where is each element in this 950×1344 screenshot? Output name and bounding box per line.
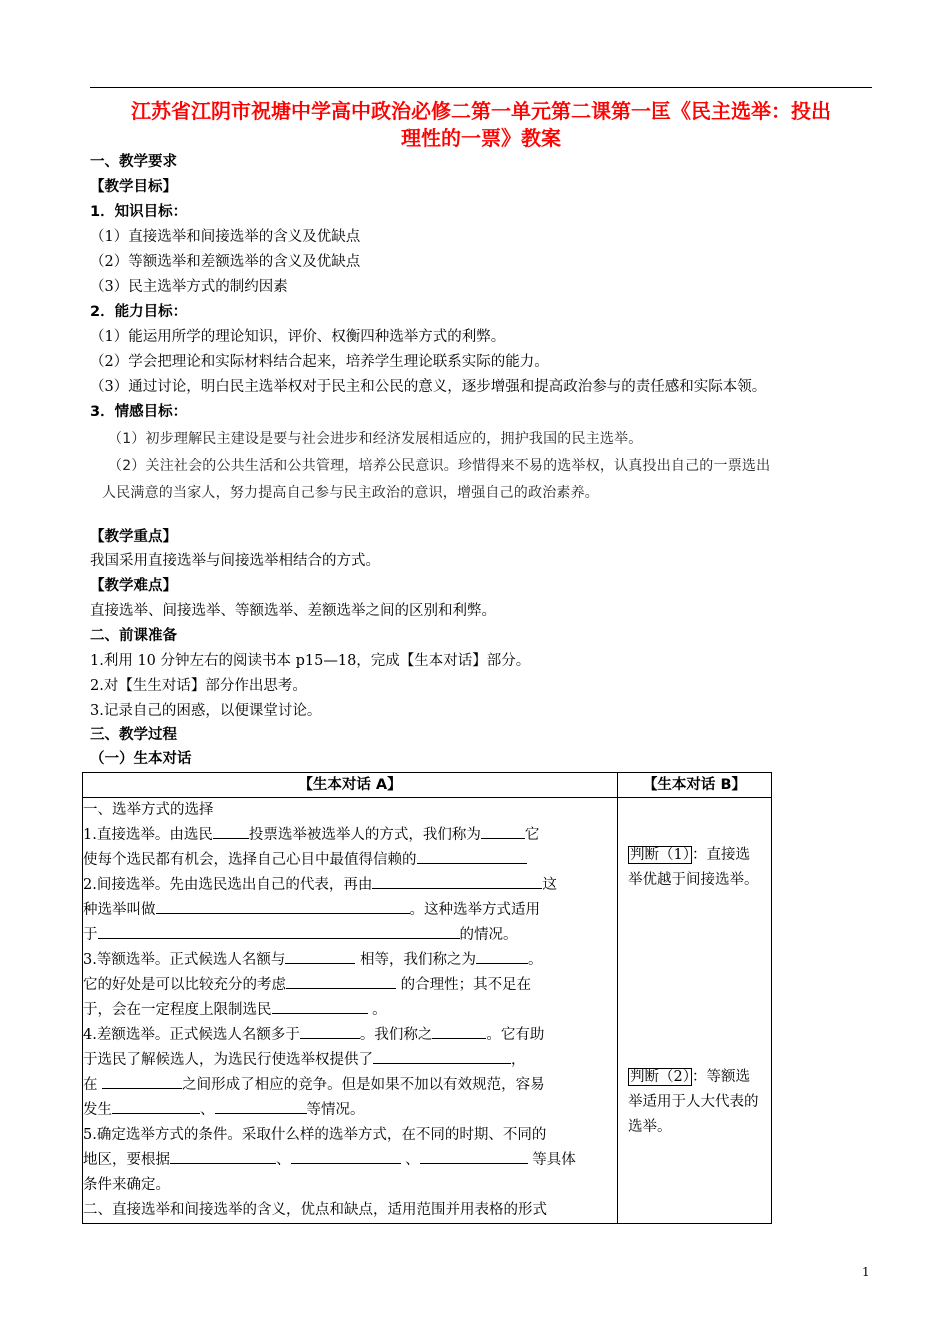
subsection-heading: （一）生本对话 [90, 751, 192, 767]
blank[interactable] [481, 824, 525, 839]
row-6: 于 的情况。 [83, 923, 617, 948]
ability-goal-1: （1）能运用所学的理论知识，评价、权衡四种选举方式的利弊。 [90, 329, 506, 345]
blank[interactable] [372, 874, 542, 889]
row-11: 于选民了解候选人，为选民行使选举权提供了 ， [83, 1048, 617, 1073]
judgement-1-tag: 判断（1） [630, 847, 690, 863]
blank[interactable] [373, 1049, 511, 1064]
difficulty-text: 直接选举、间接选举、等额选举、差额选举之间的区别和利弊。 [90, 603, 496, 619]
blank[interactable] [170, 1149, 276, 1164]
section-heading-3: 三、教学过程 [90, 727, 177, 743]
judgement-2 [628, 1065, 764, 1140]
knowledge-goal-2: （2）等额选举和差额选举的含义及优缺点 [90, 254, 361, 270]
emotion-goal-2-line-2: 人民满意的当家人，努力提高自己参与民主政治的意识，增强自己的政治素养。 [102, 485, 599, 501]
key-point-heading: 【教学重点】 [90, 529, 177, 545]
judgement-2-tag: 判断（2） [630, 1069, 690, 1085]
blank[interactable] [215, 1099, 307, 1114]
key-point-text: 我国采用直接选举与间接选举相结合的方式。 [90, 553, 380, 569]
row-5: 种选举叫做 。这种选举方式适用 [83, 898, 617, 923]
emotion-goal-2-line-1: （2）关注社会的公共生活和公共管理，培养公民意识。珍惜得来不易的选举权，认真投出自己的一票选出 [108, 458, 771, 474]
judgement-1 [628, 843, 764, 893]
row-3: 使每个选民都有机会，选择自己心目中最值得信赖的 [83, 848, 617, 873]
document-title [88, 98, 874, 152]
dialogue-a-cell [83, 798, 618, 1224]
judgement-2-text: ：等额选举适用于人大代表的选举。 [628, 1069, 759, 1135]
section-heading-2: 二、前课准备 [90, 628, 177, 644]
row-10: 4.差额选举。正式候选人名额多于 。我们称之 。它有助 [83, 1023, 617, 1048]
row-8: 它的好处是可以比较充分的考虑 的合理性；其不足在 [83, 973, 617, 998]
blank[interactable] [213, 824, 249, 839]
row-4: 2.间接选举。先由选民选出自己的代表，再由 这 [83, 873, 617, 898]
row-17: 二、直接选举和间接选举的含义，优点和缺点，适用范围并用表格的形式 [83, 1202, 547, 1218]
blank[interactable] [291, 1149, 401, 1164]
blank[interactable] [272, 999, 368, 1014]
table-header-a: 【生本对话 A】 [83, 773, 618, 798]
table-header-b: 【生本对话 B】 [618, 773, 772, 798]
ability-goal-3: （3）通过讨论，明白民主选举权对于民主和公民的意义，逐步增强和提高政治参与的责任感和实际本领。 [90, 379, 767, 395]
knowledge-goals-heading: 1．知识目标： [90, 204, 188, 220]
row-13: 发生 、 等情况。 [83, 1098, 617, 1123]
row-7: 3.等额选举。正式候选人名额与 相等，我们称之为 。 [83, 948, 617, 973]
judgement-1-text: ：直接选举优越于间接选举。 [628, 847, 759, 888]
row-14: 5.确定选举方式的条件。采取什么样的选举方式，在不同的时期、不同的 [83, 1127, 547, 1143]
blank[interactable] [112, 1099, 200, 1114]
prep-step-2: 2.对【生生对话】部分作出思考。 [90, 678, 307, 694]
knowledge-goal-3: （3）民主选举方式的制约因素 [90, 279, 288, 295]
blank[interactable] [476, 949, 528, 964]
dialogue-table [82, 772, 772, 1224]
blank[interactable] [286, 974, 396, 989]
difficulty-heading: 【教学难点】 [90, 578, 177, 594]
dialogue-b-cell [618, 798, 772, 1224]
emotion-goal-1: （1）初步理解民主建设是要与社会进步和经济发展相适应的，拥护我国的民主选举。 [108, 431, 643, 447]
teaching-goals-heading: 【教学目标】 [90, 179, 177, 195]
title-line-2: 理性的一票》教案 [401, 126, 561, 150]
blank[interactable] [102, 1074, 182, 1089]
page-number: 1 [862, 1265, 870, 1279]
ability-goals-heading: 2．能力目标： [90, 304, 188, 320]
emotion-goals-heading: 3．情感目标： [90, 404, 188, 420]
header-rule [90, 87, 872, 88]
prep-step-3: 3.记录自己的困惑，以便课堂讨论。 [90, 703, 322, 719]
row-12: 在 之间形成了相应的竞争。但是如果不加以有效规范，容易 [83, 1073, 617, 1098]
blank[interactable] [98, 924, 460, 939]
knowledge-goal-1: （1）直接选举和间接选举的含义及优缺点 [90, 229, 361, 245]
section-heading-1: 一、教学要求 [90, 154, 177, 170]
blank[interactable] [432, 1024, 486, 1039]
row-16: 条件来确定。 [83, 1177, 170, 1193]
ability-goal-2: （2）学会把理论和实际材料结合起来，培养学生理论联系实际的能力。 [90, 354, 549, 370]
row-1: 一、选举方式的选择 [83, 802, 214, 818]
blank[interactable] [420, 1149, 528, 1164]
blank[interactable] [285, 949, 355, 964]
blank[interactable] [417, 849, 527, 864]
row-2: 1.直接选举。由选民 投票选举被选举人的方式，我们称为 它 [83, 823, 617, 848]
title-line-1: 江苏省江阴市祝塘中学高中政治必修二第一单元第二课第一匡《民主选举：投出 [131, 99, 831, 123]
row-15: 地区，要根据 、 、 等具体 [83, 1148, 617, 1173]
prep-step-1: 1.利用 10 分钟左右的阅读书本 p15—18，完成【生本对话】部分。 [90, 653, 531, 669]
blank[interactable] [156, 899, 410, 914]
row-9: 于，会在一定程度上限制选民 。 [83, 998, 617, 1023]
blank[interactable] [300, 1024, 360, 1039]
